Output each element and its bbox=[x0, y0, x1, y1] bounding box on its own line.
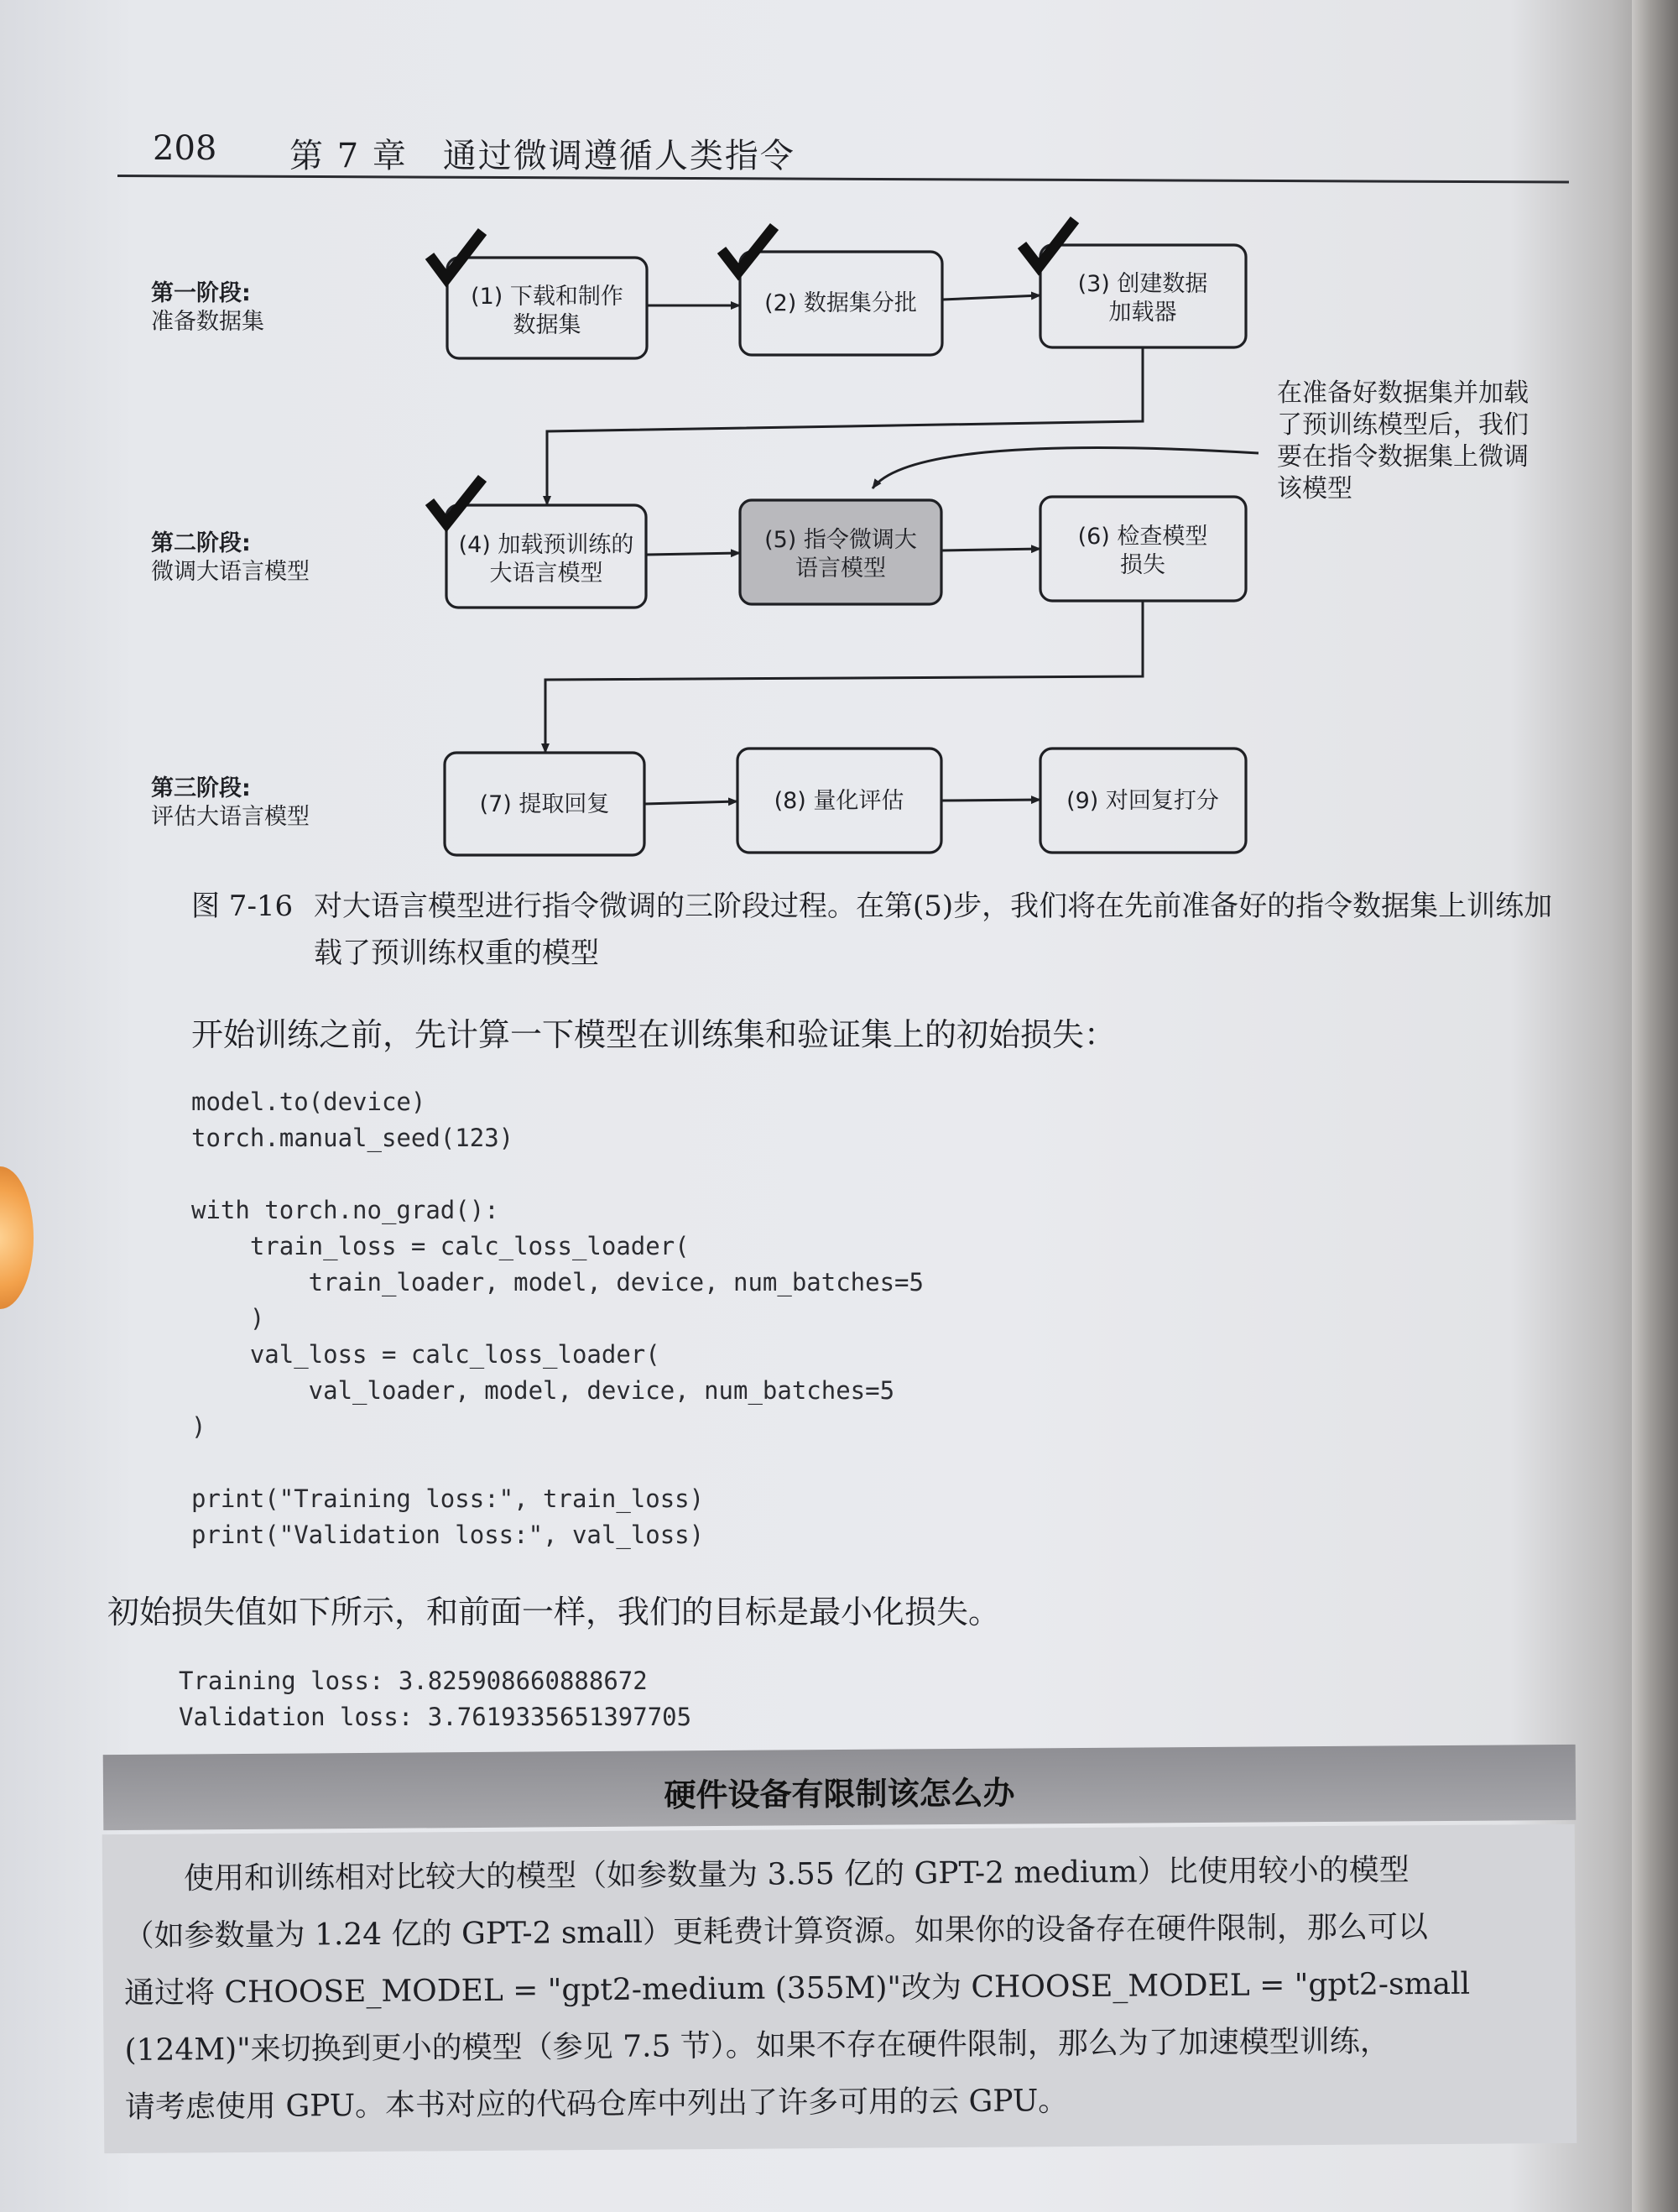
intro-paragraph: 开始训练之前，先计算一下模型在训练集和验证集上的初始损失： bbox=[191, 1016, 1117, 1053]
output-block: Training loss: 3.825908660888672 Validation loss: 3.7619335651397705 bbox=[179, 1667, 692, 1731]
page-number: 208 bbox=[153, 129, 217, 168]
step-3-line-1: (3) 创建数据 bbox=[1077, 271, 1208, 297]
sidebar-line-3: 通过将 CHOOSE_MODEL = "gpt2-medium (355M)"改为 CHOOSE_MODEL = "gpt2-small bbox=[123, 1966, 1471, 2011]
arrow-2-to-3 bbox=[942, 295, 1040, 300]
diagram-note bbox=[1277, 378, 1529, 503]
step-6-line-2: 损失 bbox=[1120, 552, 1165, 578]
step-6-line-1: (6) 检查模型 bbox=[1077, 524, 1208, 550]
check-icon-step-3 bbox=[1022, 220, 1075, 267]
sidebar-line-1: 使用和训练相对比较大的模型（如参数量为 3.55 亿的 GPT-2 medium）比使用较小的模型 bbox=[122, 1853, 1410, 1896]
stage-2-subtitle: 微调大语言模型 bbox=[151, 559, 310, 585]
note-line-1: 在准备好数据集并加载 bbox=[1277, 378, 1529, 408]
step-4-line-2: 大语言模型 bbox=[489, 561, 603, 587]
step-9-line-1: (9) 对回复打分 bbox=[1066, 788, 1219, 814]
step-1-line-2: 数据集 bbox=[513, 312, 581, 338]
thumb bbox=[0, 1166, 34, 1309]
stage-1-title: 第一阶段: bbox=[151, 280, 251, 306]
check-icon-step-1 bbox=[430, 232, 482, 279]
check-icon-step-4 bbox=[430, 478, 482, 524]
arrow-6-to-7 bbox=[545, 601, 1143, 753]
stage-label-2 bbox=[151, 530, 310, 585]
check-icon-step-2 bbox=[722, 227, 774, 272]
step-3-line-2: 加载器 bbox=[1108, 300, 1177, 326]
arrow-5-to-6 bbox=[941, 549, 1040, 550]
step-5-line-1: (5) 指令微调大 bbox=[764, 527, 917, 553]
sidebar-line-5: 请考虑使用 GPU。本书对应的代码仓库中列出了许多可用的云 GPU。 bbox=[124, 2084, 1069, 2125]
step-4-line-1: (4) 加载预训练的 bbox=[458, 532, 634, 558]
note-line-4: 该模型 bbox=[1277, 474, 1352, 503]
pipeline-diagram bbox=[0, 0, 1678, 881]
arrow-3-to-4 bbox=[547, 347, 1143, 505]
stage-3-subtitle: 评估大语言模型 bbox=[151, 804, 310, 830]
arrow-4-to-5 bbox=[646, 553, 740, 555]
sidebar-title: 硬件设备有限制该怎么办 bbox=[664, 1774, 1015, 1814]
note-arrow bbox=[873, 448, 1258, 488]
stage-3-title: 第三阶段: bbox=[151, 775, 251, 801]
stage-1-subtitle: 准备数据集 bbox=[151, 309, 264, 335]
chapter-title: 第 7 章 通过微调遵循人类指令 bbox=[289, 137, 795, 175]
caption-text: 对大语言模型进行指令微调的三阶段过程。在第(5)步，我们将在先前准备好的指令数据集上训练加载了预训练权重的模型 bbox=[314, 889, 1553, 970]
step-5-line-2: 语言模型 bbox=[795, 556, 886, 582]
stage-label-1 bbox=[151, 280, 264, 335]
arrow-8-to-9 bbox=[941, 800, 1040, 801]
result-paragraph: 初始损失值如下所示，和前面一样，我们的目标是最小化损失。 bbox=[107, 1594, 1001, 1630]
note-line-2: 了预训练模型后，我们 bbox=[1277, 410, 1529, 440]
arrow-7-to-8 bbox=[644, 801, 737, 804]
step-1-line-1: (1) 下载和制作 bbox=[471, 284, 623, 310]
sidebar-body bbox=[102, 1824, 1577, 2153]
step-8-line-1: (8) 量化评估 bbox=[774, 788, 904, 814]
code-block: model.to(device) torch.manual_seed(123) with torch.no_grad(): train_loss = calc_loss_loader( train_loader, model, device, num_batches=5 ) val_loss = calc_loss_loader( val_loader, model, device, num_batches=5 ) print("Training loss:", train_loss) print("Validation loss:", val_loss) bbox=[191, 1088, 924, 1549]
sidebar-line-2: （如参数量为 1.24 亿的 GPT-2 small）更耗费计算资源。如果你的设备存在硬件限制，那么可以 bbox=[123, 1910, 1429, 1954]
step-7-line-1: (7) 提取回复 bbox=[479, 791, 610, 817]
stage-label-3 bbox=[151, 775, 310, 830]
note-line-3: 要在指令数据集上微调 bbox=[1277, 442, 1529, 472]
sidebar-line-4: (124M)"来切换到更小的模型（参见 7.5 节）。如果不存在硬件限制，那么为了加速模型训练， bbox=[124, 2024, 1390, 2068]
sidebar-header bbox=[103, 1745, 1576, 1830]
figure-number: 图 7-16 bbox=[191, 889, 294, 923]
stage-2-title: 第二阶段: bbox=[151, 530, 251, 556]
step-2-line-1: (2) 数据集分批 bbox=[764, 290, 917, 316]
